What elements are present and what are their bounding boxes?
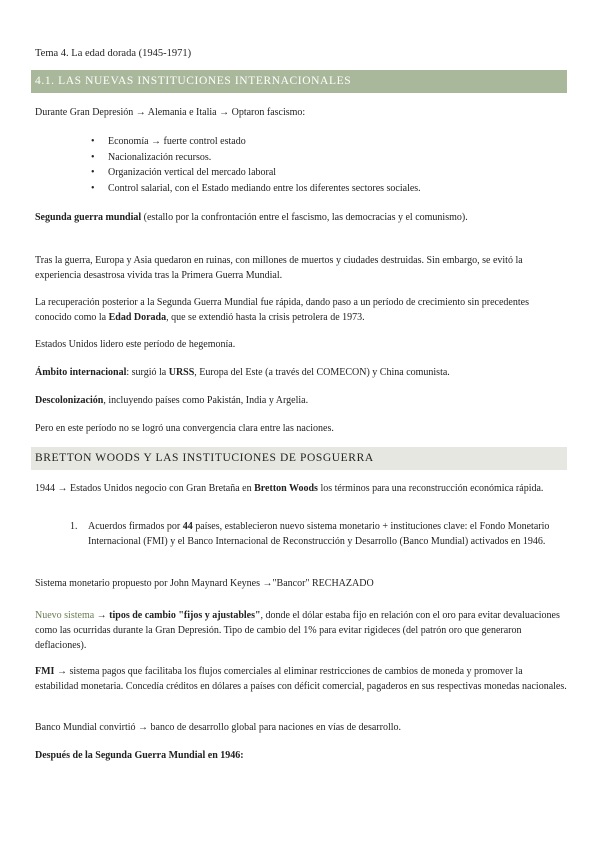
list-item: • Economía → fuerte control estado — [91, 134, 421, 150]
list-number: 1. — [70, 521, 78, 532]
intro-paragraph: Durante Gran Depresión → Alemania e Italia → Optaron fascismo: — [35, 107, 306, 118]
paragraph-tras-guerra: Tras la guerra, Europa y Asia quedaron en ruinas, con millones de muertos y ciudades destruidas. Sin embargo, se evitó la experiencia desastrosa vivida tras la Primera Guerra Mundial. — [35, 255, 523, 281]
section-heading-bretton-woods: BRETTON WOODS Y LAS INSTITUCIONES DE POSGUERRA — [31, 447, 567, 470]
paragraph-estados-unidos: Estados Unidos lidero este período de hegemonía. — [35, 339, 236, 350]
paragraph-nuevo-sistema: Nuevo sistema → tipos de cambio "fijos y ajustables", donde el dólar estaba fijo en relación con el oro para evitar devaluaciones como las ocurridas durante la Gran Depresión. Tipo de cambio del 1% para evitar rigideces (del patrón oro que generaron deflaciones). — [35, 610, 560, 651]
list-item: • Organización vertical del mercado laboral — [91, 165, 421, 181]
paragraph-ambito: Ámbito internacional: surgió la URSS, Europa del Este (a través del COMECON) y China comunista. — [35, 367, 450, 378]
document-title: Tema 4. La edad dorada (1945-1971) — [35, 48, 192, 59]
paragraph-fmi: FMI → sistema pagos que facilitaba los flujos comerciales al eliminar restricciones de cambios de moneda y promover la estabilidad monetaria. Concedía créditos en dólares a países con déficit comercial, pagaderos en sus respectivas monedas nacionales. — [35, 666, 567, 692]
paragraph-recuperacion: La recuperación posterior a la Segunda Guerra Mundial fue rápida, dando paso a un período de crecimiento sin precedentes conocido como la Edad Dorada, que se extendió hasta la crisis petrolera de 1973. — [35, 297, 529, 323]
paragraph-convergencia: Pero en este período no se logró una convergencia clara entre las naciones. — [35, 423, 334, 434]
numbered-list — [70, 519, 550, 549]
bullet-icon: • — [91, 167, 95, 178]
paragraph-segunda-guerra: Segunda guerra mundial (estallo por la confrontación entre el fascismo, las democracias y el comunismo). — [35, 212, 468, 223]
paragraph-keynes: Sistema monetario propuesto por John Maynard Keynes →"Bancor" RECHAZADO — [35, 578, 374, 589]
bullet-icon: • — [91, 151, 95, 163]
paragraph-despues: Después de la Segunda Guerra Mundial en 1946: — [35, 750, 244, 761]
paragraph-banco-mundial: Banco Mundial convirtió → banco de desarrollo global para naciones en vías de desarrollo. — [35, 722, 401, 733]
bullet-icon: • — [91, 136, 95, 147]
paragraph-descolonizacion: Descolonización, incluyendo países como Pakistán, India y Argelia. — [35, 395, 309, 406]
list-item: 1. Acuerdos firmados por 44 países, establecieron nuevo sistema monetario + instituciones clave: el Fondo Monetario Internacional (FMI) y el Banco Internacional de Reconstrucción y Desarrollo (Banco Mundial) activados en 1946. — [70, 521, 550, 547]
paragraph-1944: 1944 → Estados Unidos negocio con Gran Bretaña en Bretton Woods los términos para una reconstrucción económica rápida. — [35, 483, 544, 494]
list-item: • Nacionalización recursos. — [91, 150, 421, 166]
bullet-list — [91, 134, 421, 196]
list-item: • Control salarial, con el Estado mediando entre los diferentes sectores sociales. — [91, 181, 421, 197]
section-heading-instituciones: 4.1. LAS NUEVAS INSTITUCIONES INTERNACIONALES — [31, 70, 567, 93]
bullet-icon: • — [91, 182, 95, 194]
